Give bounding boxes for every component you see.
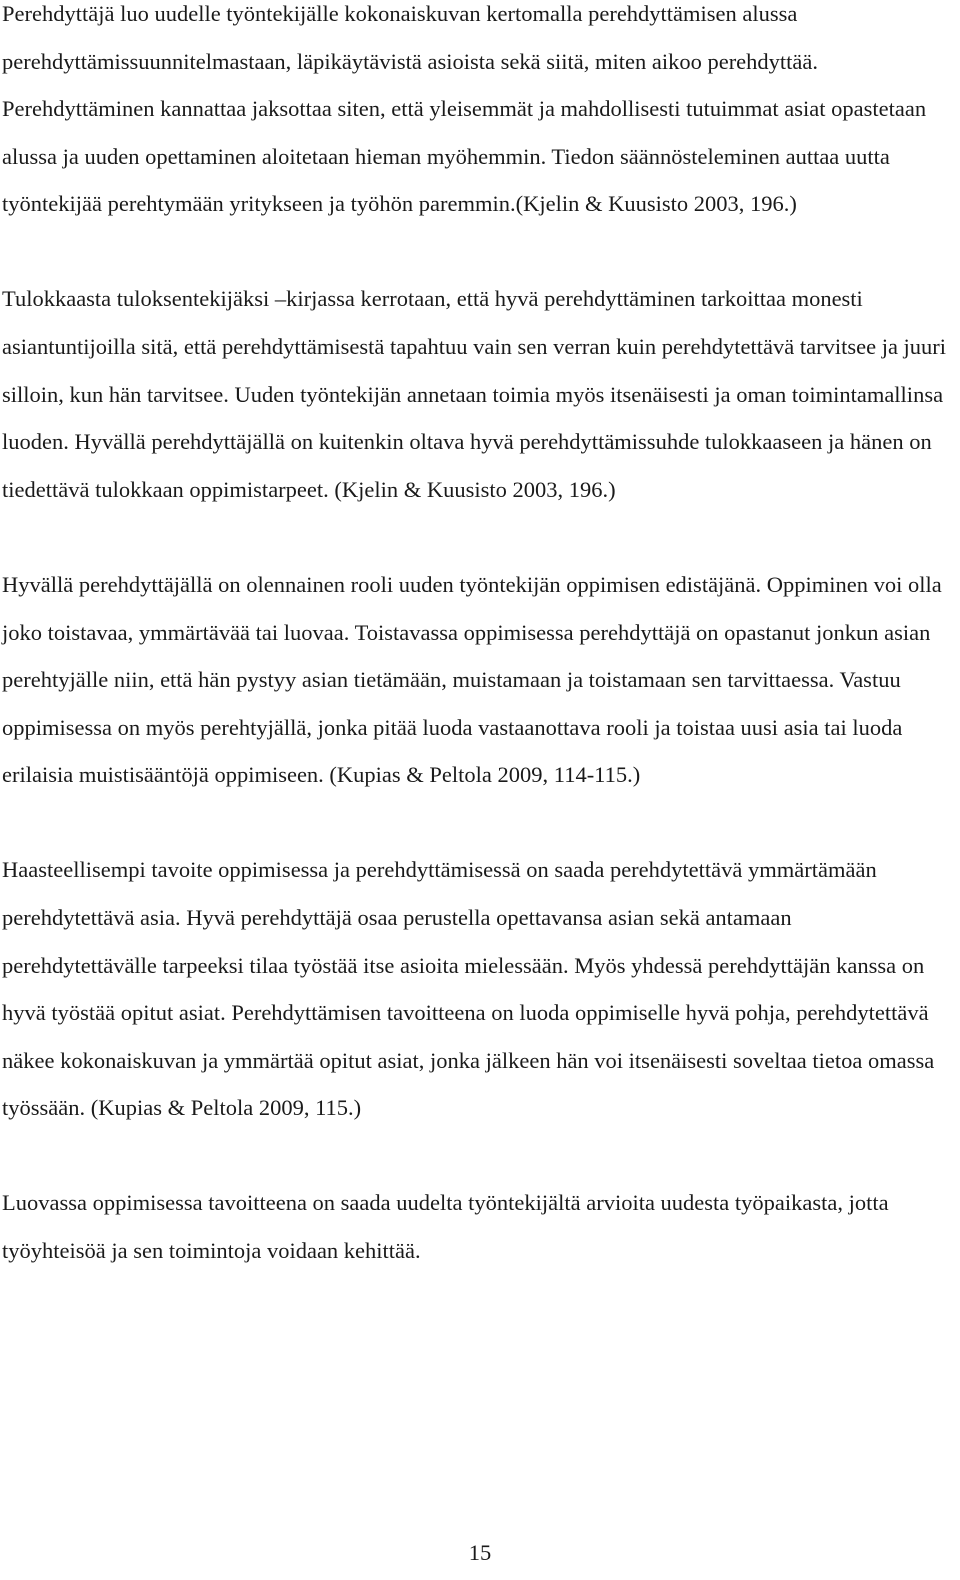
paragraph-3: Hyvällä perehdyttäjällä on olennainen rooli uuden työntekijän oppimisen edistäjänä. Oppiminen voi olla joko toistavaa, ymmärtävää tai luovaa. Toistavassa oppimisessa perehdyttäjä on opastanut jonkun asian perehtyjälle niin, että hän pystyy asian tietämään, muistamaan ja toistamaan sen tarvittaessa. Vastuu oppimisessa on myös perehtyjällä, jonka pitää luoda vastaanottava rooli ja toistaa uusi asia tai luoda erilaisia muistisääntöjä oppimiseen. (Kupias & Peltola 2009, 114-115.)	[2, 571, 942, 788]
paragraph-5: Luovassa oppimisessa tavoitteena on saada uudelta työntekijältä arvioita uudesta työpaikasta, jotta työyhteisöä ja sen toimintoja voidaan kehittää.	[2, 1190, 889, 1264]
paragraph-2: Tulokkaasta tuloksentekijäksi –kirjassa kerrotaan, että hyvä perehdyttäminen tarkoittaa monesti asiantuntijoilla sitä, että perehdyttämisestä tapahtuu vain sen verran kuin perehdytettävä tarvitsee ja juuri silloin, kun hän tarvitsee. Uuden työntekijän annetaan toimia myös itsenäisesti ja oman toimintamallinsa luoden. Hyvällä perehdyttäjällä on kuitenkin oltava hyvä perehdyttämissuhde tulokkaaseen ja hänen on tiedettävä tulokkaan oppimistarpeet. (Kjelin & Kuusisto 2003, 196.)	[2, 286, 947, 502]
paragraph-4: Haasteellisempi tavoite oppimisessa ja perehdyttämisessä on saada perehdytettävä ymmärtämään perehdytettävä asia. Hyvä perehdyttäjä osaa perustella opettavansa asian sekä antamaan perehdytettävälle tarpeeksi tilaa työstää itse asioita mielessään. Myös yhdessä perehdyttäjän kanssa on hyvä työstää opitut asiat. Perehdyttämisen tavoitteena on luoda oppimiselle hyvä pohja, perehdytettävä näkee kokonaiskuvan ja ymmärtää opitut asiat, jonka jälkeen hän voi itsenäisesti soveltaa tietoa omassa työssään. (Kupias & Peltola 2009, 115.)	[2, 857, 935, 1121]
page-number: 15	[468, 1540, 492, 1565]
body-text	[2, 0, 950, 1322]
paragraph-1: Perehdyttäjä luo uudelle työntekijälle kokonaiskuvan kertomalla perehdyttämisen alussa perehdyttämissuunnitelmastaan, läpikäytävistä asioista sekä siitä, miten aikoo perehdyttää. Perehdyttäminen kannattaa jaksottaa siten, että yleisemmät ja mahdollisesti tutuimmat asiat opastetaan alussa ja uuden opettaminen aloitetaan hieman myöhemmin. Tiedon säännösteleminen auttaa uutta työntekijää perehtymään yritykseen ja työhön paremmin.(Kjelin & Kuusisto 2003, 196.)	[2, 1, 927, 217]
